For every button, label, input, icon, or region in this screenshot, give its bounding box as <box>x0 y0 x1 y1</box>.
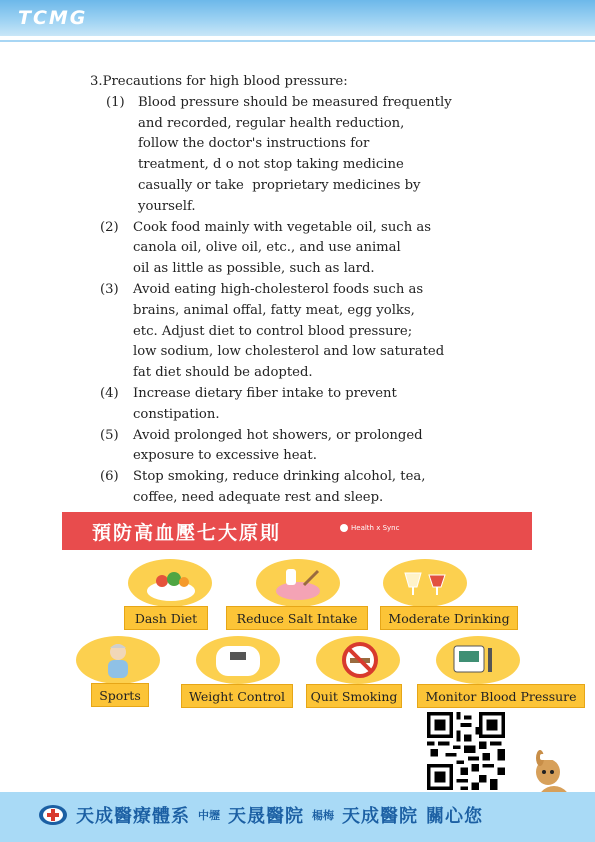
precaution-text: Avoid prolonged hot showers, or prolonged <box>133 427 423 443</box>
scale-icon <box>210 642 266 680</box>
precaution-text: canola oil, olive oil, etc., and use animal <box>133 240 401 256</box>
header-divider-thin <box>0 40 595 42</box>
precaution-line <box>88 134 508 155</box>
precaution-number: (2) <box>100 219 119 235</box>
qr-code[interactable] <box>425 712 507 790</box>
precaution-line <box>88 197 508 218</box>
elderly-exercise-icon <box>92 640 144 682</box>
precaution-line <box>88 342 508 363</box>
brand-logo: TCMG <box>18 7 88 29</box>
precaution-line <box>88 301 508 322</box>
precaution-line <box>88 238 508 259</box>
footer-location-1: 中壢 <box>198 809 220 822</box>
precaution-line <box>88 384 508 405</box>
no-smoking-icon <box>340 640 380 680</box>
precaution-number: (5) <box>100 427 119 443</box>
precaution-text: Avoid eating high-cholesterol foods such as <box>133 281 424 297</box>
precaution-line <box>88 114 508 135</box>
precaution-text: coffee, need adequate rest and sleep. <box>133 489 384 505</box>
reduce-salt-tag: Reduce Salt Intake <box>226 606 368 630</box>
precaution-line <box>88 322 508 343</box>
footer-location-2: 楊梅 <box>312 809 334 822</box>
precaution-line <box>88 488 508 509</box>
header-divider <box>0 36 595 39</box>
monitor-circle <box>436 636 520 684</box>
health-sync-logo-text: Health x Sync <box>351 524 400 532</box>
footer-group-name: 天成醫療體系 <box>76 806 190 827</box>
precautions-section <box>88 72 508 509</box>
page-header <box>0 0 595 38</box>
precaution-line <box>88 280 508 301</box>
sports-tag: Sports <box>91 683 149 707</box>
wine-glass-icon <box>395 565 455 603</box>
precaution-line <box>88 405 508 426</box>
precaution-number: (4) <box>100 385 119 401</box>
precaution-line <box>88 426 508 447</box>
salt-icon <box>268 565 328 603</box>
precaution-text: oil as little as possible, such as lard. <box>133 261 375 277</box>
precaution-number: (3) <box>100 281 119 297</box>
page-footer <box>0 792 595 842</box>
precaution-text: etc. Adjust diet to control blood pressure; <box>133 323 413 339</box>
precaution-text: exposure to excessive heat. <box>133 448 317 464</box>
footer-hospital-1: 天晟醫院 <box>228 806 304 827</box>
precaution-line <box>88 363 508 384</box>
precaution-number: (1) <box>106 94 125 110</box>
footer-slogan: 關心您 <box>426 806 483 827</box>
precaution-line <box>88 218 508 239</box>
precaution-text: constipation. <box>133 406 220 422</box>
precaution-text: brains, animal offal, fatty meat, egg yolks, <box>133 302 415 318</box>
precaution-line <box>88 446 508 467</box>
precaution-line <box>88 155 508 176</box>
quit-smoking-tag: Quit Smoking <box>306 684 402 708</box>
precaution-line <box>88 259 508 280</box>
precaution-text: follow the doctor's instructions for <box>138 136 370 152</box>
section-title: 3.Precautions for high blood pressure: <box>90 74 348 89</box>
footer-branding <box>38 802 483 828</box>
precaution-text: Cook food mainly with vegetable oil, such as <box>133 219 432 235</box>
weight-control-tag: Weight Control <box>181 684 293 708</box>
precaution-line <box>88 93 508 114</box>
monitor-bp-tag: Monitor Blood Pressure <box>417 684 585 708</box>
drinking-circle <box>383 559 467 607</box>
banner-title: 預防高血壓七大原則 <box>92 522 282 544</box>
smoking-circle <box>316 636 400 684</box>
dash-diet-circle <box>128 559 212 607</box>
precaution-line <box>88 176 508 197</box>
logo-mark-icon <box>340 524 348 532</box>
precaution-text: treatment, d o not stop taking medicine <box>138 157 404 173</box>
salt-circle <box>256 559 340 607</box>
precautions-list <box>88 93 508 509</box>
precaution-text: casually or take proprietary medicines by <box>138 177 421 193</box>
health-sync-logo <box>340 524 399 532</box>
footer-hospital-2: 天成醫院 <box>342 806 418 827</box>
precaution-text: yourself. <box>138 198 196 214</box>
precaution-text: Blood pressure should be measured frequently <box>138 94 452 110</box>
precaution-text: Stop smoking, reduce drinking alcohol, tea, <box>133 469 426 485</box>
dash-diet-tag: Dash Diet <box>124 606 208 630</box>
salad-bowl-icon <box>142 565 200 603</box>
precaution-text: fat diet should be adopted. <box>133 365 313 381</box>
moderate-drinking-tag: Moderate Drinking <box>380 606 518 630</box>
precaution-text: Increase dietary fiber intake to prevent <box>133 385 397 401</box>
precaution-line <box>88 467 508 488</box>
precaution-number: (6) <box>100 469 119 485</box>
weight-circle <box>196 636 280 684</box>
principles-banner <box>62 512 532 550</box>
sports-circle <box>76 636 160 684</box>
hospital-cross-icon <box>38 804 68 826</box>
precaution-text: and recorded, regular health reduction, <box>138 115 405 131</box>
blood-pressure-monitor-icon <box>450 642 506 680</box>
precaution-text: low sodium, low cholesterol and low saturated <box>133 344 445 360</box>
